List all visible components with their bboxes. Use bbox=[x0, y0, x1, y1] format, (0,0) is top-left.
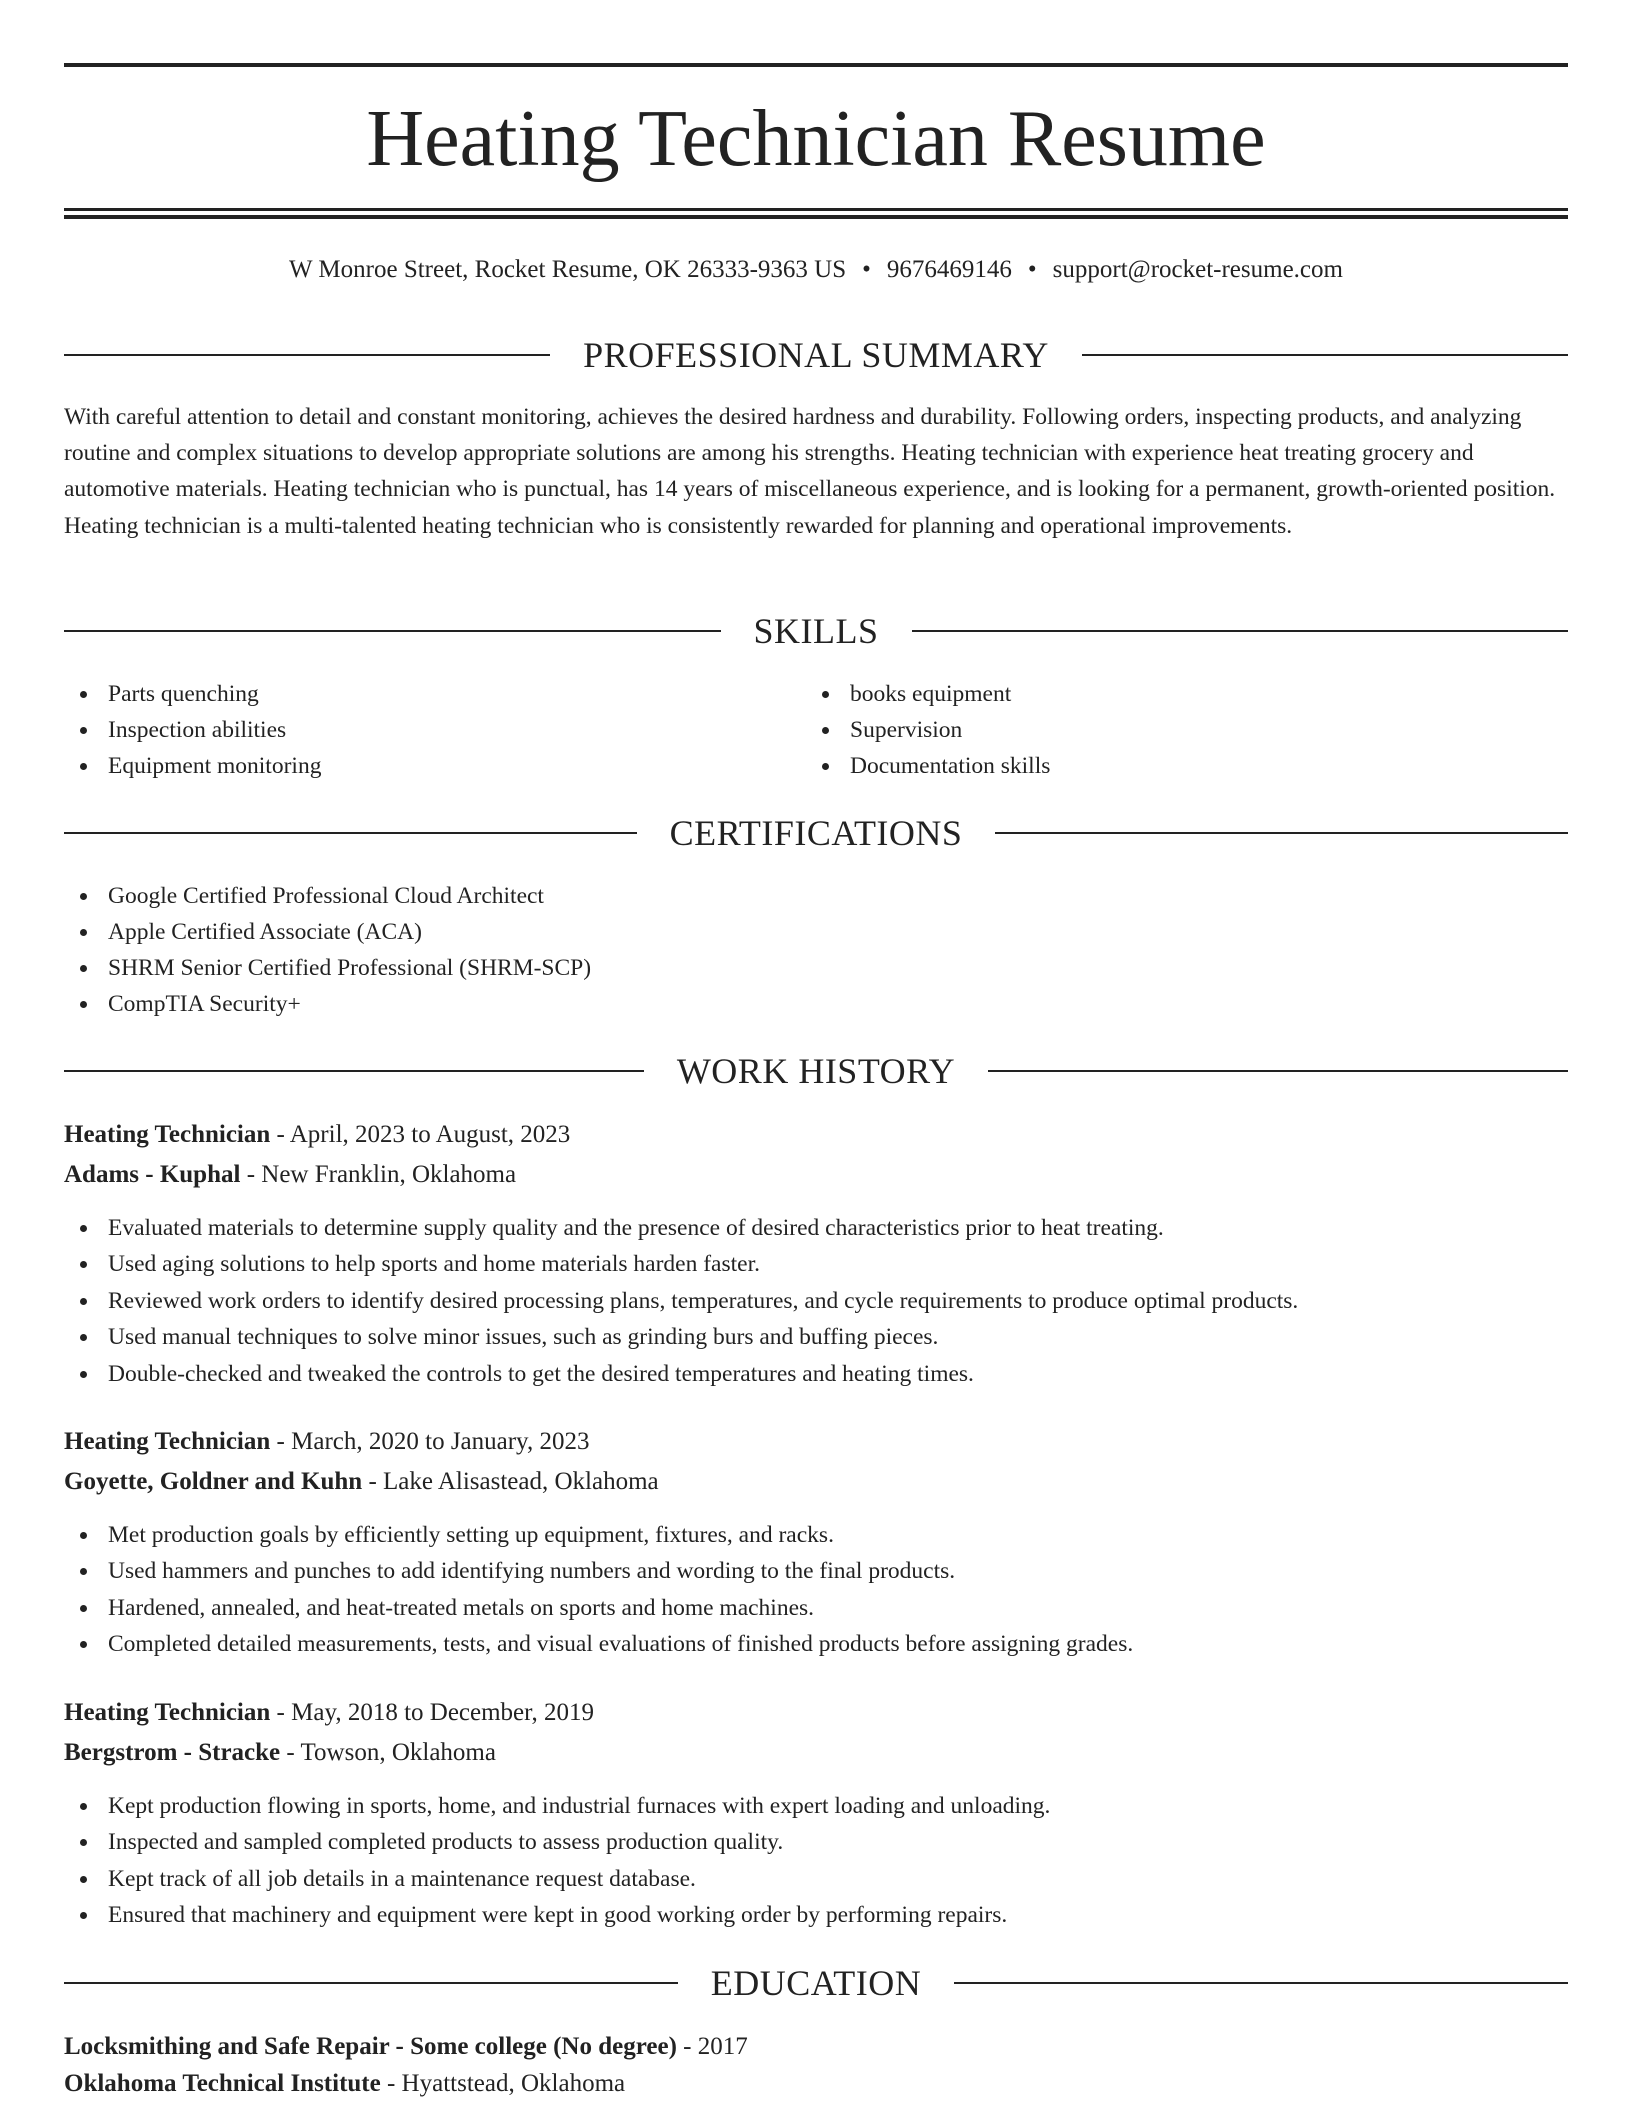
job-bullet: Met production goals by efficiently setting up equipment, fixtures, and racks. bbox=[64, 1517, 1133, 1553]
job-bullet: Kept track of all job details in a maintenance request database. bbox=[64, 1861, 1050, 1897]
job-bullet: Ensured that machinery and equipment were kept in good working order by performing repairs. bbox=[64, 1897, 1050, 1933]
certifications-list bbox=[64, 878, 591, 1022]
skill-item: Supervision bbox=[806, 712, 1050, 748]
skills-list-right bbox=[806, 676, 1050, 784]
skill-item: Parts quenching bbox=[64, 676, 321, 712]
job-bullet: Completed detailed measurements, tests, and visual evaluations of finished products before assigning grades. bbox=[64, 1626, 1133, 1662]
heading-rule bbox=[995, 832, 1568, 834]
job-dates: - April, 2023 to August, 2023 bbox=[276, 1121, 571, 1148]
job-company-line bbox=[64, 1157, 1568, 1193]
summary-paragraph: With careful attention to detail and constant monitoring, achieves the desired hardness and durability. Following orders, inspecting products, and analyzing routine and complex situations to develop appropriate solutions are among his strengths. Heating technician with experience heat treating grocery and automotive materials. Heating technician who is punctual, has 14 years of miscellaneous experience, and is looking for a permanent, growth-oriented position. Heating technician is a multi-talented heating technician who is consistently rewarded for planning and operational improvements. bbox=[64, 404, 1556, 539]
job-bullet: Reviewed work orders to identify desired processing plans, temperatures, and cycle requirements to produce optimal products. bbox=[64, 1283, 1298, 1319]
section-heading-label: EDUCATION bbox=[710, 1963, 922, 2003]
job-title-line bbox=[64, 1695, 1568, 1731]
heading-rule bbox=[988, 1070, 1568, 1072]
job-company-line bbox=[64, 1464, 1568, 1500]
section-heading-label: WORK HISTORY bbox=[676, 1051, 956, 1091]
job-company-line bbox=[64, 1735, 1568, 1771]
section-heading-certifications bbox=[64, 810, 1568, 856]
job-title: Heating Technician bbox=[64, 1121, 271, 1148]
section-heading-work-history bbox=[64, 1048, 1568, 1094]
education-location: - Hyattstead, Oklahoma bbox=[386, 2070, 626, 2097]
job-bullet: Used manual techniques to solve minor issues, such as grinding burs and buffing pieces. bbox=[64, 1319, 1298, 1355]
skills-list-left bbox=[64, 676, 321, 784]
job-company: Goyette, Goldner and Kuhn bbox=[64, 1468, 363, 1495]
skill-item: Equipment monitoring bbox=[64, 748, 321, 784]
job-location: - Towson, Oklahoma bbox=[286, 1739, 496, 1766]
section-heading-summary bbox=[64, 332, 1568, 378]
heading-rule bbox=[912, 630, 1569, 632]
heading-rule bbox=[1082, 354, 1568, 356]
skill-item: books equipment bbox=[806, 676, 1050, 712]
job-bullet: Evaluated materials to determine supply quality and the presence of desired characteristics prior to heat treating. bbox=[64, 1210, 1298, 1246]
job-bullet: Hardened, annealed, and heat-treated metals on sports and home machines. bbox=[64, 1590, 1133, 1626]
certification-item: CompTIA Security+ bbox=[64, 986, 591, 1022]
job-company: Adams - Kuphal bbox=[64, 1161, 241, 1188]
section-heading-label: PROFESSIONAL SUMMARY bbox=[583, 335, 1049, 375]
heading-rule bbox=[64, 832, 637, 834]
job-title: Heating Technician bbox=[64, 1428, 271, 1455]
header-top-rule bbox=[64, 63, 1568, 67]
heading-rule bbox=[64, 630, 721, 632]
heading-rule bbox=[954, 1982, 1568, 1984]
education-year: - 2017 bbox=[683, 2033, 748, 2060]
job-bullet: Inspected and sampled completed products to assess production quality. bbox=[64, 1824, 1050, 1860]
job-location: - Lake Alisastead, Oklahoma bbox=[368, 1468, 659, 1495]
contact-address: W Monroe Street, Rocket Resume, OK 26333-9363 US bbox=[289, 256, 847, 283]
heading-rule bbox=[64, 354, 550, 356]
job-bullet: Kept production flowing in sports, home, and industrial furnaces with expert loading and unloading. bbox=[64, 1788, 1050, 1824]
header-double-rule bbox=[64, 208, 1568, 219]
section-heading-label: CERTIFICATIONS bbox=[669, 813, 963, 853]
job-dates: - March, 2020 to January, 2023 bbox=[276, 1428, 590, 1455]
certification-item: Apple Certified Associate (ACA) bbox=[64, 914, 591, 950]
job-title: Heating Technician bbox=[64, 1699, 271, 1726]
skill-item: Documentation skills bbox=[806, 748, 1050, 784]
contact-separator: • bbox=[862, 256, 871, 283]
contact-phone: 9676469146 bbox=[886, 256, 1012, 283]
job-bullets bbox=[64, 1788, 1050, 1934]
section-heading-label: SKILLS bbox=[753, 611, 879, 651]
job-company: Bergstrom - Stracke bbox=[64, 1739, 281, 1766]
contact-email: support@rocket-resume.com bbox=[1052, 256, 1343, 283]
education-degree: Locksmithing and Safe Repair - Some college (No degree) bbox=[64, 2033, 677, 2060]
job-bullet: Used aging solutions to help sports and home materials harden faster. bbox=[64, 1246, 1298, 1282]
education-school: Oklahoma Technical Institute bbox=[64, 2070, 381, 2097]
heading-rule bbox=[64, 1982, 678, 1984]
resume-title: Heating Technician Resume bbox=[366, 95, 1266, 183]
job-bullet: Double-checked and tweaked the controls to get the desired temperatures and heating times. bbox=[64, 1356, 1298, 1392]
job-bullets bbox=[64, 1210, 1298, 1392]
section-heading-skills bbox=[64, 608, 1568, 654]
job-bullets bbox=[64, 1517, 1133, 1663]
heading-rule bbox=[64, 1070, 644, 1072]
job-title-line bbox=[64, 1117, 1568, 1153]
contact-line bbox=[64, 252, 1568, 288]
section-heading-education bbox=[64, 1960, 1568, 2006]
education-degree-line bbox=[64, 2029, 1568, 2065]
job-dates: - May, 2018 to December, 2019 bbox=[276, 1699, 594, 1726]
job-bullet: Used hammers and punches to add identifying numbers and wording to the final products. bbox=[64, 1553, 1133, 1589]
contact-separator: • bbox=[1027, 256, 1037, 283]
skill-item: Inspection abilities bbox=[64, 712, 321, 748]
certification-item: SHRM Senior Certified Professional (SHRM-SCP) bbox=[64, 950, 591, 986]
education-school-line bbox=[64, 2066, 1568, 2102]
job-location: - New Franklin, Oklahoma bbox=[246, 1161, 517, 1188]
certification-item: Google Certified Professional Cloud Architect bbox=[64, 878, 591, 914]
job-title-line bbox=[64, 1424, 1568, 1460]
